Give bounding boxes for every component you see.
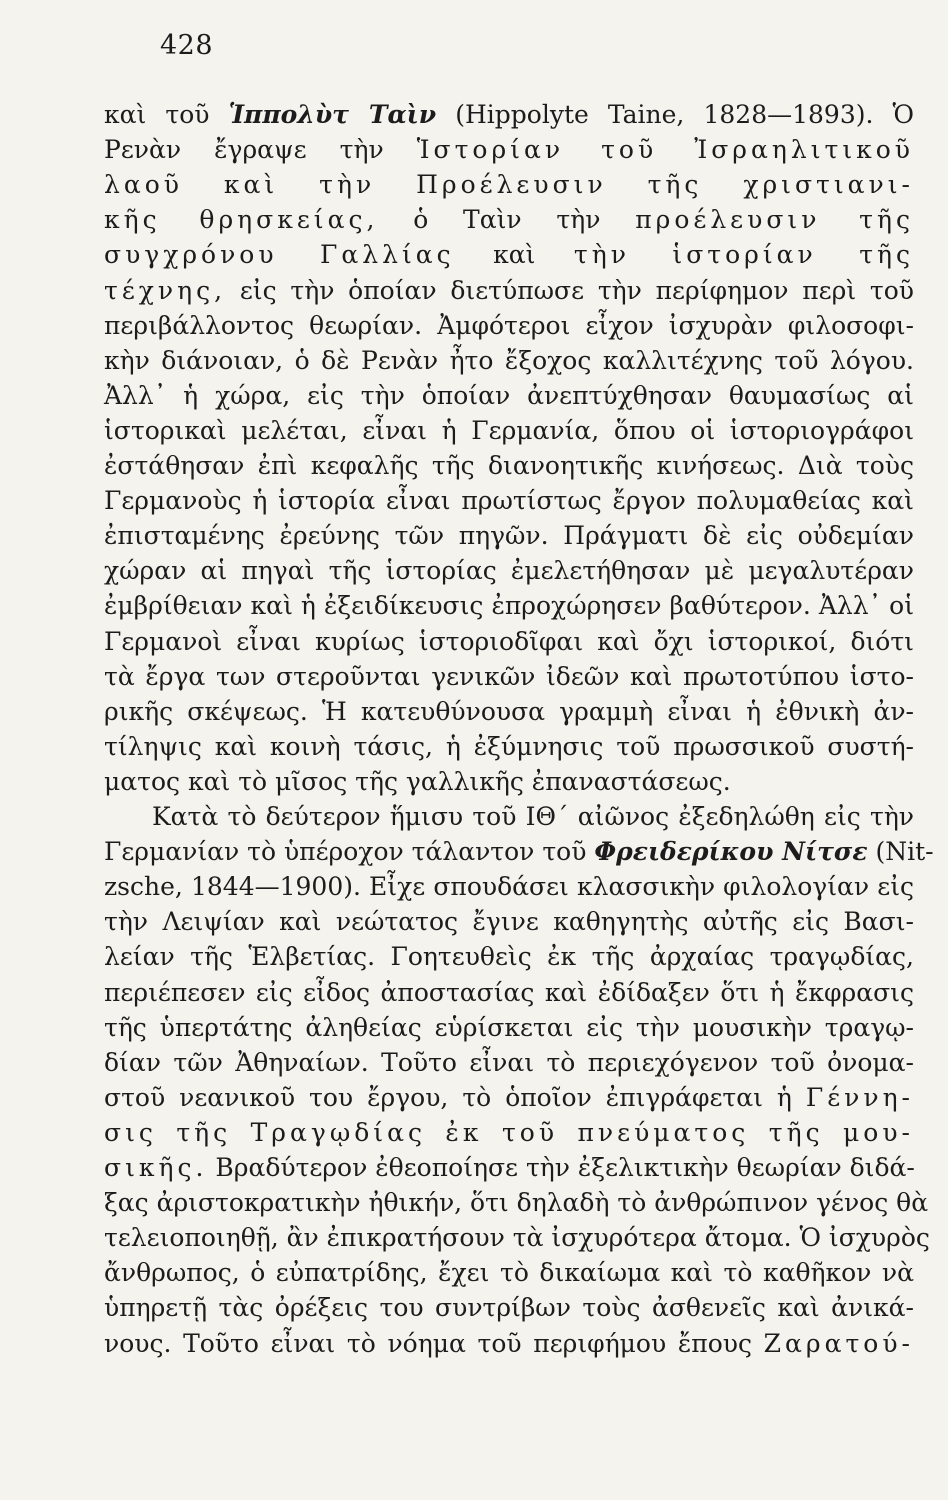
spaced-title: σις τῆς Τραγῳδίας ἐκ τοῦ πνεύματος τῆς μου- — [104, 1117, 914, 1147]
text-segment: ἱστορικαὶ μελέται, εἶναι ἡ Γερμανία, ὅπου οἱ ἱστοριογράφοι — [104, 415, 914, 445]
text-line — [104, 588, 914, 623]
text-line — [104, 202, 914, 237]
text-line — [104, 975, 914, 1010]
text-line — [104, 237, 914, 272]
text-line — [104, 1290, 914, 1325]
spaced-title: Ἱστορίαν τοῦ Ἰσραηλιτικοῦ — [416, 135, 915, 165]
text-line — [104, 273, 914, 308]
spaced-title: σικῆς. — [104, 1153, 208, 1182]
text-segment: νους. Τοῦτο εἶναι τὸ νόημα τοῦ περιφήμου ἔπους — [104, 1328, 764, 1358]
text-segment: τῆς ὑπερτάτης ἀληθείας εὑρίσκεται εἰς τὴν μουσικὴν τραγῳ- — [104, 1012, 914, 1042]
text-segment: ρικῆς σκέψεως. Ἡ κατευθύνουσα γραμμὴ εἶναι ἡ ἐθνικὴ ἀν- — [104, 696, 914, 726]
text-line — [104, 729, 914, 764]
text-line — [104, 308, 914, 343]
text-line — [104, 553, 914, 588]
text-line — [104, 1185, 929, 1220]
text-line — [104, 167, 914, 202]
spaced-title: λαοῦ καὶ τὴν Προέλευσιν τῆς χριστιανι- — [104, 170, 914, 200]
text-segment: καὶ — [454, 240, 574, 270]
text-segment: (Nit- — [867, 837, 934, 867]
text-segment: στοῦ νεανικοῦ του ἔργου, τὸ ὁποῖον ἐπιγράφεται ἡ — [104, 1082, 806, 1112]
text-line — [104, 659, 914, 694]
spaced-title: Γέννη- — [805, 1082, 914, 1112]
text-line — [104, 483, 914, 518]
text-line — [104, 343, 914, 378]
text-segment: δίαν τῶν Ἀθηναίων. Τοῦτο εἶναι τὸ περιεχόγενον τοῦ ὀνομα- — [104, 1047, 914, 1077]
text-line — [104, 97, 914, 132]
text-segment: ὁ Ταὶν τὴν — [378, 205, 636, 235]
text-line — [104, 799, 914, 834]
text-line — [104, 1255, 914, 1290]
text-line — [104, 1010, 914, 1045]
text-line — [104, 939, 914, 974]
spaced-title: τὴν ἱστορίαν τῆς — [573, 240, 915, 270]
text-segment: τίληψις καὶ κοινὴ τάσις, ἡ ἐξύμνησις τοῦ πρωσσικοῦ συστή- — [104, 731, 914, 761]
text-line — [104, 1220, 930, 1255]
text-line — [104, 694, 914, 729]
spaced-title: τέχνης, — [104, 275, 227, 305]
text-line — [104, 904, 914, 939]
text-segment: λείαν τῆς Ἑλβετίας. Γοητευθεὶς ἐκ τῆς ἀρχαίας τραγῳδίας, — [104, 942, 914, 972]
spaced-title: συγχρόνου Γαλλίας — [104, 240, 455, 270]
bold-name: Ἱππολὺτ Ταὶν — [228, 100, 437, 129]
text-segment: (Hippolyte Taine, 1828—1893). Ὁ — [436, 100, 915, 129]
text-line — [104, 132, 914, 167]
text-segment: ἐμβρίθειαν καὶ ἡ ἐξειδίκευσις ἐπροχώρησεν βαθύτερον. Ἀλλ᾽ οἱ — [104, 591, 914, 621]
spaced-title: προέλευσιν τῆς — [635, 205, 914, 235]
page-number: 428 — [160, 30, 214, 61]
text-line — [104, 1045, 914, 1080]
text-line — [104, 624, 914, 659]
text-line — [104, 1150, 914, 1185]
text-segment: περιβάλλοντος θεωρίαν. Ἀμφότεροι εἶχον ἰσχυρὰν φιλοσοφι- — [104, 310, 914, 340]
text-segment: τελειοποιηθῇ, ἂν ἐπικρατήσουν τὰ ἰσχυρότερα ἄτομα. Ὁ ἰσχυρὸς — [104, 1223, 930, 1253]
text-segment: τὴν Λειψίαν καὶ νεώτατος ἔγινε καθηγητὴς αὐτῆς εἰς Βασι- — [104, 907, 914, 937]
text-line — [104, 518, 914, 553]
text-segment: ξας ἀριστοκρατικὴν ἠθικήν, ὅτι δηλαδὴ τὸ ἀνθρώπινον γένος θὰ — [104, 1188, 929, 1218]
text-segment: Ρενὰν ἔγραψε τὴν — [104, 135, 417, 165]
text-line — [104, 764, 914, 799]
text-segment: ὑπηρετῇ τὰς ὀρέξεις του συντρίβων τοὺς ἀσθενεῖς καὶ ἀνικά- — [104, 1293, 914, 1323]
text-segment: Γερμανοὶ εἶναι κυρίως ἱστοριοδῖφαι καὶ ὄχι ἱστορικοί, διότι — [104, 626, 914, 656]
text-segment: Γερμανίαν τὸ ὑπέροχον τάλαντον τοῦ — [104, 837, 595, 867]
text-line — [104, 413, 914, 448]
text-line — [104, 834, 934, 869]
text-segment: εἰς τὴν ὁποίαν διετύπωσε τὴν περίφημον περὶ τοῦ — [226, 275, 914, 305]
text-segment: ἐπισταμένης ἐρεύνης τῶν πηγῶν. Πράγματι δὲ εἰς οὐδεμίαν — [104, 521, 914, 551]
bold-name: Φρειδερίκου Νίτσε — [594, 837, 868, 867]
text-segment: κὴν διάνοιαν, ὁ δὲ Ρενὰν ἦτο ἔξοχος καλλιτέχνης τοῦ λόγου. — [104, 345, 914, 375]
spaced-title: κῆς θρησκείας, — [104, 205, 379, 235]
text-line — [104, 448, 914, 483]
text-segment: χώραν αἱ πηγαὶ τῆς ἱστορίας ἐμελετήθησαν μὲ μεγαλυτέραν — [104, 556, 914, 586]
text-segment: Ἀλλ᾽ ἡ χώρα, εἰς τὴν ὁποίαν ἀνεπτύχθησαν θαυμασίως αἱ — [104, 380, 914, 410]
text-segment: περιέπεσεν εἰς εἶδος ἀποστασίας καὶ ἐδίδαξεν ὅτι ἡ ἔκφρασις — [104, 977, 914, 1007]
text-line — [104, 1115, 914, 1150]
text-line — [104, 378, 914, 413]
text-segment: zsche, 1844—1900). Εἶχε σπουδάσει κλασσικὴν φιλολογίαν εἰς — [104, 872, 914, 902]
text-line — [104, 869, 914, 904]
text-line — [104, 1080, 914, 1115]
text-segment: ἐστάθησαν ἐπὶ κεφαλῆς τῆς διανοητικῆς κινήσεως. Διὰ τοὺς — [104, 451, 914, 480]
text-segment: τὰ ἔργα των στεροῦνται γενικῶν ἰδεῶν καὶ πρωτοτύπου ἱστο- — [104, 661, 914, 691]
text-segment: Βραδύτερον ἐθεοποίησε τὴν ἐξελικτικὴν θεωρίαν διδά- — [207, 1153, 915, 1182]
text-segment: ἄνθρωπος, ὁ εὐπατρίδης, ἔχει τὸ δικαίωμα καὶ τὸ καθῆκον νὰ — [104, 1258, 914, 1288]
spaced-title: Ζαρατού- — [763, 1328, 914, 1358]
text-line — [104, 1326, 914, 1361]
text-segment: Κατὰ τὸ δεύτερον ἥμισυ τοῦ ΙΘ´ αἰῶνος ἐξεδηλώθη εἰς τὴν — [152, 802, 914, 831]
text-segment: καὶ τοῦ — [104, 100, 229, 129]
text-segment: ματος καὶ τὸ μῖσος τῆς γαλλικῆς ἐπαναστάσεως. — [104, 766, 731, 796]
text-segment: Γερμανοὺς ἡ ἱστορία εἶναι πρωτίστως ἔργον πολυμαθείας καὶ — [104, 486, 914, 516]
